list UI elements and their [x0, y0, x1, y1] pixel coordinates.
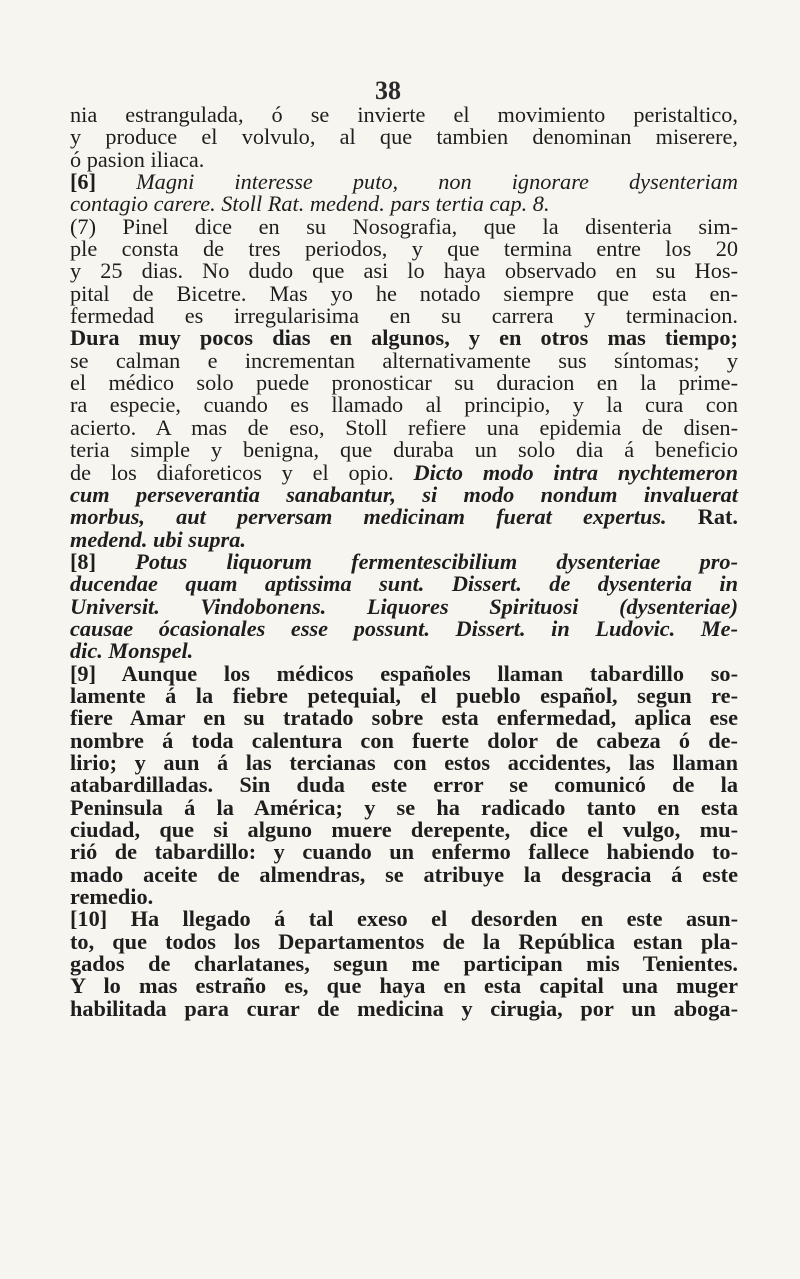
text-line	[70, 347, 738, 373]
text-segment: pital de Bicetre. Mas yo he notado siempre que esta en-	[70, 280, 738, 306]
text-line	[70, 928, 738, 954]
text-line	[70, 660, 738, 686]
text-line	[70, 327, 738, 349]
text-line	[70, 861, 738, 887]
text-segment: medend. ubi supra.	[70, 526, 246, 552]
page-number: 38	[375, 76, 401, 105]
footnote-marker: [10]	[70, 906, 131, 932]
text-segment: fiere Amar en su tratado sobre esta enfermedad, aplica ese	[70, 705, 738, 731]
text-line	[70, 104, 738, 126]
text-segment: ple consta de tres periodos, y que termina entre los 20	[70, 236, 738, 262]
text-line	[70, 841, 738, 863]
text-line	[70, 171, 738, 193]
text-line	[70, 238, 738, 260]
text-line	[70, 305, 738, 327]
text-segment: ó pasion iliaca.	[70, 146, 205, 172]
text-line	[70, 193, 738, 215]
text-segment: teria simple y benigna, que duraba un solo dia á beneficio	[70, 437, 738, 463]
text-segment: de los diaforeticos y el opio.	[70, 459, 414, 485]
text-segment: Potus liquorum fermentescibilium dysenteriae pro-	[135, 548, 739, 574]
text-line	[70, 593, 738, 619]
text-segment: causae ócasionales esse possunt. Dissert. in Ludovic. Me-	[70, 615, 738, 641]
text-line	[70, 506, 738, 528]
text-line	[70, 213, 738, 239]
text-segment: Dura muy pocos dias en algunos, y en otros mas tiempo;	[70, 325, 738, 351]
text-line	[70, 774, 738, 796]
text-line	[70, 394, 738, 416]
text-line	[70, 749, 738, 775]
text-line	[70, 459, 738, 485]
text-segment: fermedad es irregularisima en su carrera y terminacion.	[70, 303, 738, 329]
text-line	[70, 995, 738, 1021]
text-line	[70, 886, 738, 908]
text-line	[70, 126, 738, 148]
text-segment: ciudad, que si alguno muere derepente, dice el vulgo, mu-	[70, 817, 738, 842]
text-segment: Universit. Vindobonens. Liquores Spirituosi (dysenteriae)	[70, 593, 738, 619]
text-segment: se calman e incrementan alternativamente sus síntomas; y	[70, 347, 738, 373]
text-segment: rió de tabardillo: y cuando un enfermo fallece habiendo to-	[70, 839, 738, 865]
text-line	[70, 794, 738, 820]
text-segment: mado aceite de almendras, se atribuye la desgracia á este	[70, 861, 738, 887]
text-segment: dic. Monspel.	[70, 638, 194, 664]
text-segment: lamente á la fiebre petequial, el pueblo español, segun re-	[70, 682, 738, 708]
text-line	[70, 727, 738, 753]
text-line	[70, 372, 738, 394]
text-segment: gados de charlatanes, segun me participan mis Tenientes.	[70, 951, 738, 977]
text-segment: ra especie, cuando es llamado al principio, y la cura con	[70, 392, 738, 418]
text-segment: y 25 dias. No dudo que asi lo haya observado en su Hos-	[70, 258, 738, 284]
text-segment: Magni interesse puto, non ignorare dysenteriam	[136, 169, 738, 195]
text-segment: cum perseverantia sanabantur, si modo nondum invaluerat	[70, 481, 738, 507]
text-line	[70, 640, 738, 662]
text-segment: Peninsula á la América; y se ha radicado tanto en esta	[70, 794, 738, 820]
text-segment: contagio carere. Stoll Rat. medend. pars tertia cap. 8.	[70, 191, 550, 217]
text-line	[70, 414, 738, 440]
text-line	[70, 819, 738, 841]
text-segment: Ha llegado á tal exeso el desorden en este asun-	[130, 906, 738, 932]
text-segment: Dicto modo intra nychtemeron	[413, 459, 738, 485]
text-segment: ducendae quam aptissima sunt. Dissert. de dysenteria in	[70, 571, 738, 597]
text-line	[70, 615, 738, 641]
text-segment: lirio; y aun á las tercianas con estos accidentes, las llaman	[70, 749, 738, 775]
text-segment: Aunque los médicos españoles llaman tabardillo so-	[121, 660, 738, 686]
text-line	[70, 526, 738, 552]
text-segment: to, que todos los Departamentos de la República estan pla-	[70, 928, 738, 954]
text-segment: morbus, aut perversam medicinam fuerat expertus.	[70, 504, 698, 530]
text-line	[70, 975, 738, 997]
text-segment: habilitada para curar de medicina y cirugia, por un aboga-	[70, 995, 738, 1021]
text-segment: el médico solo puede pronosticar su duracion en la prime-	[70, 370, 738, 396]
text-line	[70, 548, 739, 574]
text-segment: remedio.	[70, 884, 154, 910]
text-segment: atabardilladas. Sin duda este error se comunicó de la	[70, 772, 738, 798]
text-line	[70, 439, 738, 461]
text-line	[70, 682, 738, 708]
text-line	[70, 707, 738, 729]
text-line	[70, 260, 738, 282]
text-segment: Y lo mas estraño es, que haya en esta capital una muger	[70, 973, 738, 999]
text-segment: nia estrangulada, ó se invierte el movimiento peristaltico,	[70, 102, 738, 127]
text-line	[70, 953, 738, 975]
text-line	[70, 908, 738, 930]
footnote-marker: [9]	[70, 660, 122, 686]
text-line	[70, 573, 738, 595]
footnote-marker: [8]	[70, 548, 136, 574]
text-line	[70, 280, 738, 306]
text-segment: nombre á toda calentura con fuerte dolor de cabeza ó de-	[70, 727, 738, 753]
text-segment: Rat.	[697, 504, 738, 530]
footnotes-text	[70, 104, 738, 1020]
text-line	[70, 146, 738, 172]
text-line	[70, 481, 738, 507]
text-segment: (7) Pinel dice en su Nosografia, que la disenteria sim-	[70, 213, 738, 239]
text-segment: y produce el volvulo, al que tambien denominan miserere,	[70, 124, 738, 150]
text-segment: acierto. A mas de eso, Stoll refiere una epidemia de disen-	[70, 414, 738, 440]
footnote-marker: [6]	[70, 169, 137, 195]
